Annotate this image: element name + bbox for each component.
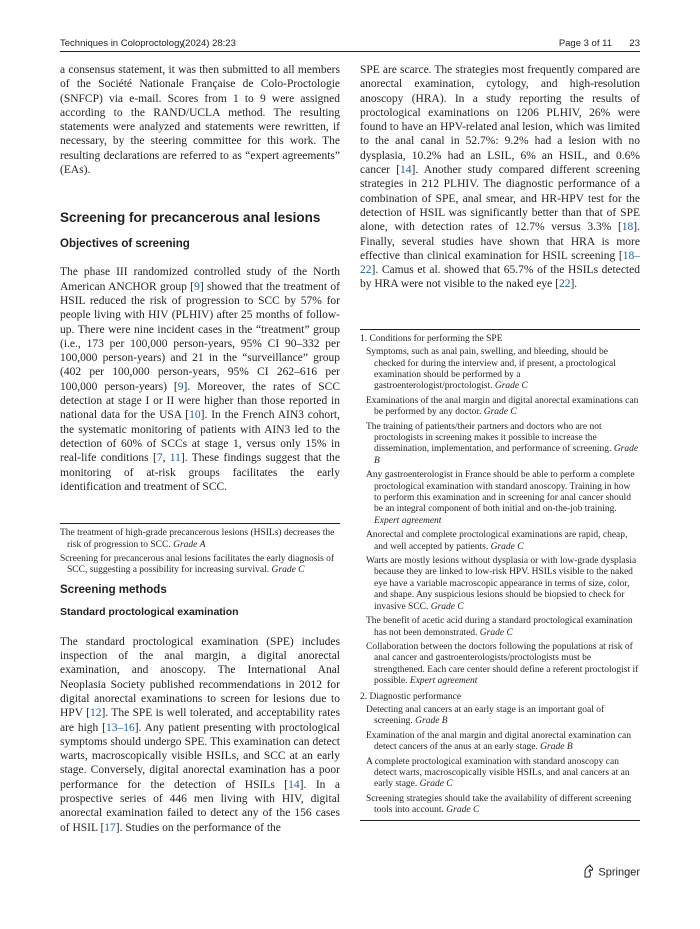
recommendation-item: Collaboration between the doctors following the populations at risk of anal cancer and gastroenterologists/proctologists must be strengthened. Each care center should define a referent proctologist if possible. Expert agreement: [366, 641, 639, 687]
springer-horse-icon: [582, 864, 594, 881]
citation-link[interactable]: 11: [169, 452, 181, 465]
citation-link[interactable]: 10: [189, 409, 201, 422]
box-rule: [360, 329, 640, 330]
subsection-title-objectives: Objectives of screening: [60, 238, 190, 251]
box-rule: [360, 820, 640, 821]
section-title-screening: Screening for precancerous anal lesions: [60, 210, 321, 226]
citation-link[interactable]: 13–16: [105, 721, 135, 734]
recommendation-item: Symptoms, such as anal pain, swelling, and bleeding, should be checked for during the interview and, if present, a proctological examination should be performed by a gastroenterologist/proctologist. Grade C: [366, 347, 616, 392]
citation-link[interactable]: 18–22: [360, 249, 640, 277]
left-column: [60, 63, 340, 835]
recommendation-box-spe: [360, 329, 640, 821]
recommendation-item: Detecting anal cancers at an early stage is an important goal of screening. Grade B: [366, 704, 605, 727]
recommendation-item: A complete proctological examination with standard anoscopy can detect warts, macroscopically visible HSILs, and anal cancers at an early stage. Grade C: [366, 756, 630, 790]
paragraph-anchor-study: The phase III randomized controlled study of the North American ANCHOR group [9] showed that the treatment of HSIL reduced the risk of progression to SCC by 57% for people living with HIV (PLHIV) after 25 months of follow-up. There were nine incident cases in the “treatment” group (i.e., 173 per 100,000 person-years, 95% CI 90–332 per 100,000 person-years) and 21 in the “surveillance” group (402 per 100,000 person-years, 95% CI 262–616 per 100,000 person-years) [9]. Moreover, the rates of SCC detection at stage I or II were higher than those reported in national data for the USA [10]. In the French AIN3 cohort, the systematic monitoring of patients with AIN3 led to the detection of 60% of SCCs at stage 1, versus only 15% in real-life conditions [7, 11]. These findings suggest that the monitoring of at-risk groups facilitates the early identification and treatment of SCC.: [60, 266, 340, 493]
right-column: [360, 63, 640, 821]
paragraph-consensus: a consensus statement, it was then submitted to all members of the Société Nationale Française de Colo-Proctologie (SNFCP) via e-mail. Scores from 1 to 9 were assigned according to the RAND/UCLA method. The resulting statements were analyzed and statements were rewritten, if necessary, by the steering committee for this work. The resulting declarations are referred to as “expert agreements” (EAs).: [60, 64, 340, 177]
recommendation-item: Examination of the anal margin and digital anorectal examination can detect cancers of the anus at an early stage. Grade B: [366, 730, 631, 753]
citation-link[interactable]: 7: [156, 452, 163, 465]
article-number: 23: [629, 38, 640, 49]
citation-link[interactable]: 14: [400, 164, 412, 177]
recommendation-item: Anorectal and complete proctological examinations are rapid, cheap, and well accepted by patients. Grade C: [366, 530, 628, 552]
citation-link[interactable]: 14: [288, 778, 300, 791]
recommendation-item: Examinations of the anal margin and digital anorectal examinations can be performed by any doctor. Grade C: [366, 395, 639, 418]
publisher-footer: [582, 864, 640, 881]
running-header: [60, 34, 640, 52]
citation-link[interactable]: 22: [558, 278, 571, 291]
recommendation-item: The treatment of high-grade precancerous lesions (HSILs) decreases the risk of progression to SCC. Grade A: [60, 528, 335, 550]
page-info: Page 3 of 11: [558, 38, 612, 49]
journal-name: Techniques in Coloproctology: [60, 38, 185, 49]
citation-link[interactable]: 9: [194, 280, 200, 293]
paragraph-spe: The standard proctological examination (SPE) includes inspection of the anal margin, a digital anorectal examination, and anoscopy. The International Anal Neoplasia Society published recommendations in 2012 for digital anorectal examinations to screen for lesions due to HPV [12]. The SPE is well tolerated, and acceptability rates are high [13–16]. Any patient presenting with proctological symptoms should undergo SPE. This examination can detect warts, macroscopically visible HSILs, and SCC at an early stage. Conversely, digital anorectal examination has a poor performance for the detection of HSILs [14]. In a prospective series of 446 men living with HIV, digital anorectal examination failed to detect any of the 156 cases of HSIL [17]. Studies on the performance of the: [60, 635, 341, 834]
subsection-title-methods: Screening methods: [60, 583, 167, 596]
recommendation-box-objectives: [60, 523, 340, 577]
citation-link[interactable]: 18: [621, 221, 634, 234]
citation-link[interactable]: 9: [177, 380, 184, 393]
publisher-name: Springer: [598, 866, 640, 879]
recommendation-item: Warts are mostly lesions without dysplasia or with low-grade dysplasia because they are linked to low-risk HPV. HSILs visible to the naked eye have a variable macroscopic appearance in terms of size, color, and shape. Any suspicious lesions should be biopsied to check for invasive SCC. Grade C: [366, 556, 637, 612]
recommendation-item: The benefit of acetic acid during a standard proctological examination has not been demonstrated. Grade C: [366, 616, 633, 638]
paragraph-spe-continued: SPE are scarce. The strategies most frequently compared are anorectal examination, cytology, and high-resolution anoscopy (HRA). In a study reporting the results of proctological examinations on 1206 PLHIV, 26% were found to have an HPV-related anal lesion, which was limited to the anal canal in 52.7%: 9.2% had a lesion with no dysplasia, 10.2% had an LSIL, 6% an HSIL, and 0.6% cancer [14]. Another study compared different screening strategies in 212 PLHIV. The diagnostic performance of a combination of SPE, anal smear, and HR-HPV test for the detection of HSIL was significantly better than that of SPE alone, with detection rates of 12.7% versus 3.3% [18]. Finally, several studies have shown that HRA is more effective than clinical examination for HSIL screening [18–22]. Camus et al. showed that 65.7% of the HSILs detected by HRA were not visible to the naked eye [22].: [360, 64, 640, 291]
recommendation-item: Any gastroenterologist in France should be able to perform a complete proctological examination with standard anoscopy. Training in how to perform this examination and in screening for anal cancer should be an integral component of both initial and on-the-job training. Expert agreement: [366, 470, 635, 526]
journal-volume: (2024) 28:23: [182, 38, 236, 49]
box-group-heading: 1. Conditions for performing the SPE: [360, 333, 503, 344]
citation-link[interactable]: 12: [89, 707, 102, 720]
citation-link[interactable]: 17: [104, 821, 116, 834]
recommendation-item: The training of patients/their partners and doctors who are not proctologists in screening makes it possible to increase the dissemination, implementation, and performance of screening. Grade B: [366, 421, 639, 466]
header-rule: [60, 51, 640, 52]
box-group-heading: 2. Diagnostic performance: [360, 691, 462, 702]
recommendation-item: Screening strategies should take the availability of different screening tools into account. Grade C: [366, 793, 632, 816]
recommendation-item: Screening for precancerous anal lesions facilitates the early diagnosis of SCC, suggesting a possibility for increasing survival. Grade C: [60, 553, 335, 576]
subsubsection-title-spe: Standard proctological examination: [60, 605, 239, 618]
